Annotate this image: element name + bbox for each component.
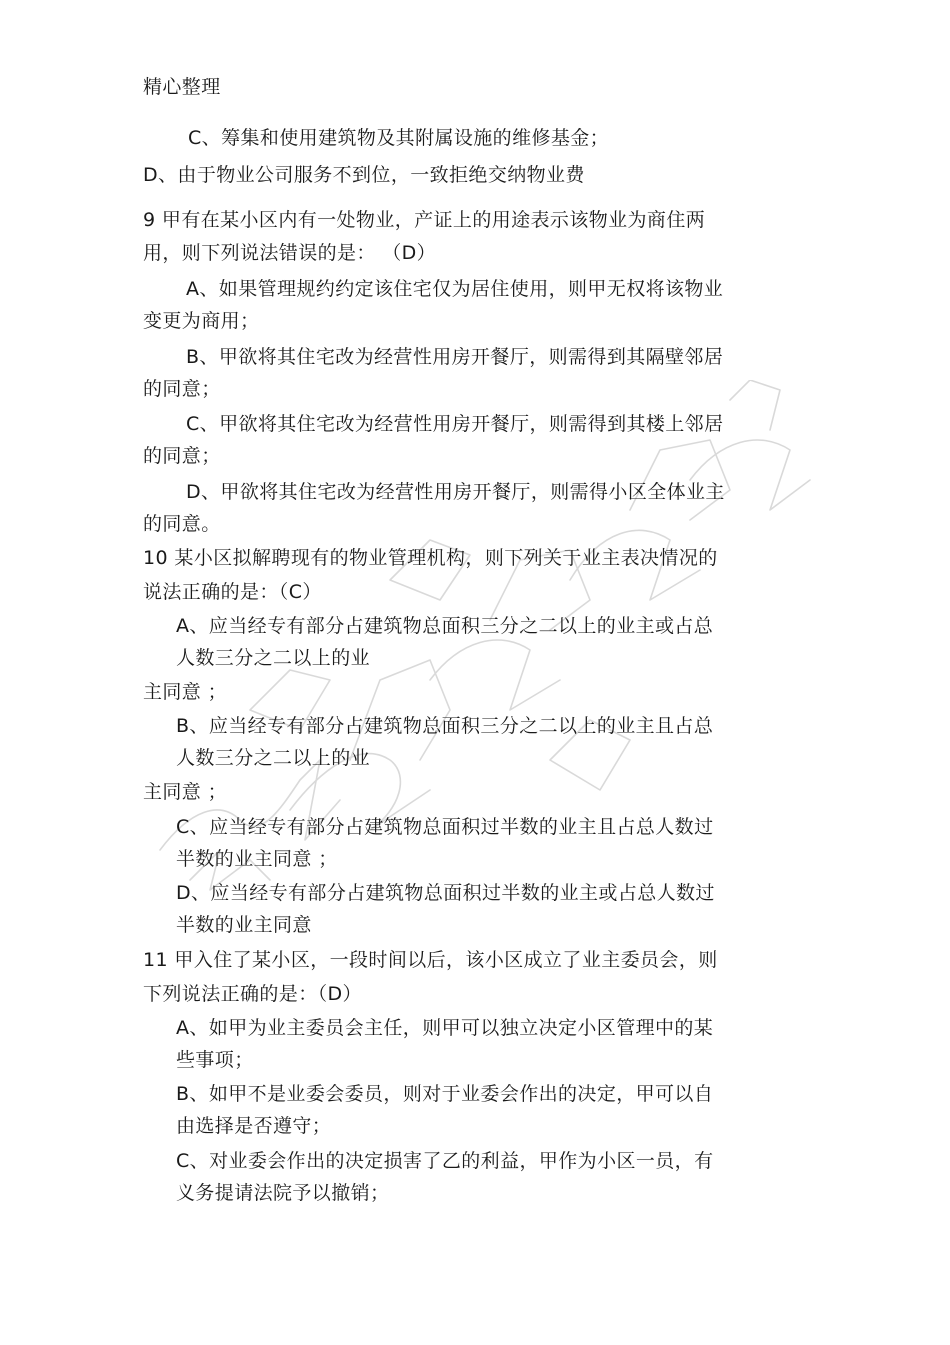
text-line: 说法正确的是：（C） bbox=[143, 581, 322, 603]
text-line: C、筹集和使用建筑物及其附属设施的维修基金； bbox=[188, 127, 610, 149]
text-line: 用，则下列说法错误的是： （D） bbox=[143, 242, 437, 264]
page-header: 精心整理 bbox=[143, 76, 221, 98]
text-line: 下列说法正确的是：（D） bbox=[143, 983, 362, 1005]
text-line: 的同意； bbox=[143, 378, 221, 400]
option-line: C、甲欲将其住宅改为经营性用房开餐厅，则需得到其楼上邻居 bbox=[186, 413, 724, 435]
option-line: A、如甲为业主委员会主任，则甲可以独立决定小区管理中的某 bbox=[176, 1017, 714, 1039]
text-line: 些事项； bbox=[176, 1049, 254, 1071]
option-line: B、甲欲将其住宅改为经营性用房开餐厅，则需得到其隔壁邻居 bbox=[186, 346, 724, 368]
text-line: 的同意。 bbox=[143, 513, 221, 535]
option-line: B、如甲不是业委会委员，则对于业委会作出的决定，甲可以自 bbox=[176, 1083, 714, 1105]
option-line: A、如果管理规约约定该住宅仅为居住使用，则甲无权将该物业 bbox=[186, 278, 724, 300]
text-line: D、由于物业公司服务不到位，一致拒绝交纳物业费 bbox=[143, 164, 585, 186]
option-line: A、应当经专有部分占建筑物总面积三分之二以上的业主或占总 bbox=[176, 615, 714, 637]
text-line: 由选择是否遵守； bbox=[176, 1115, 332, 1137]
text-line: 人数三分之二以上的业 bbox=[176, 747, 371, 769]
option-line: C、对业委会作出的决定损害了乙的利益，甲作为小区一员，有 bbox=[176, 1150, 714, 1172]
text-line: 半数的业主同意 bbox=[176, 914, 312, 936]
option-line: D、甲欲将其住宅改为经营性用房开餐厅，则需得小区全体业主 bbox=[186, 481, 725, 503]
question-10-line: 10 某小区拟解聘现有的物业管理机构，则下列关于业主表决情况的 bbox=[143, 547, 718, 569]
text-line: 人数三分之二以上的业 bbox=[176, 647, 371, 669]
text-line: 义务提请法院予以撤销； bbox=[176, 1182, 390, 1204]
question-11-line: 11 甲入住了某小区，一段时间以后，该小区成立了业主委员会，则 bbox=[143, 949, 718, 971]
question-9-line: 9 甲有在某小区内有一处物业，产证上的用途表示该物业为商住两 bbox=[143, 209, 706, 231]
text-line: 变更为商用； bbox=[143, 310, 260, 332]
text-line: 主同意 ； bbox=[143, 681, 228, 703]
option-line: B、应当经专有部分占建筑物总面积三分之二以上的业主且占总 bbox=[176, 715, 714, 737]
text-line: 主同意 ； bbox=[143, 781, 228, 803]
option-line: C、应当经专有部分占建筑物总面积过半数的业主且占总人数过 bbox=[176, 816, 714, 838]
text-line: 半数的业主同意 ； bbox=[176, 848, 338, 870]
text-line: 的同意； bbox=[143, 445, 221, 467]
option-line: D、应当经专有部分占建筑物总面积过半数的业主或占总人数过 bbox=[176, 882, 715, 904]
